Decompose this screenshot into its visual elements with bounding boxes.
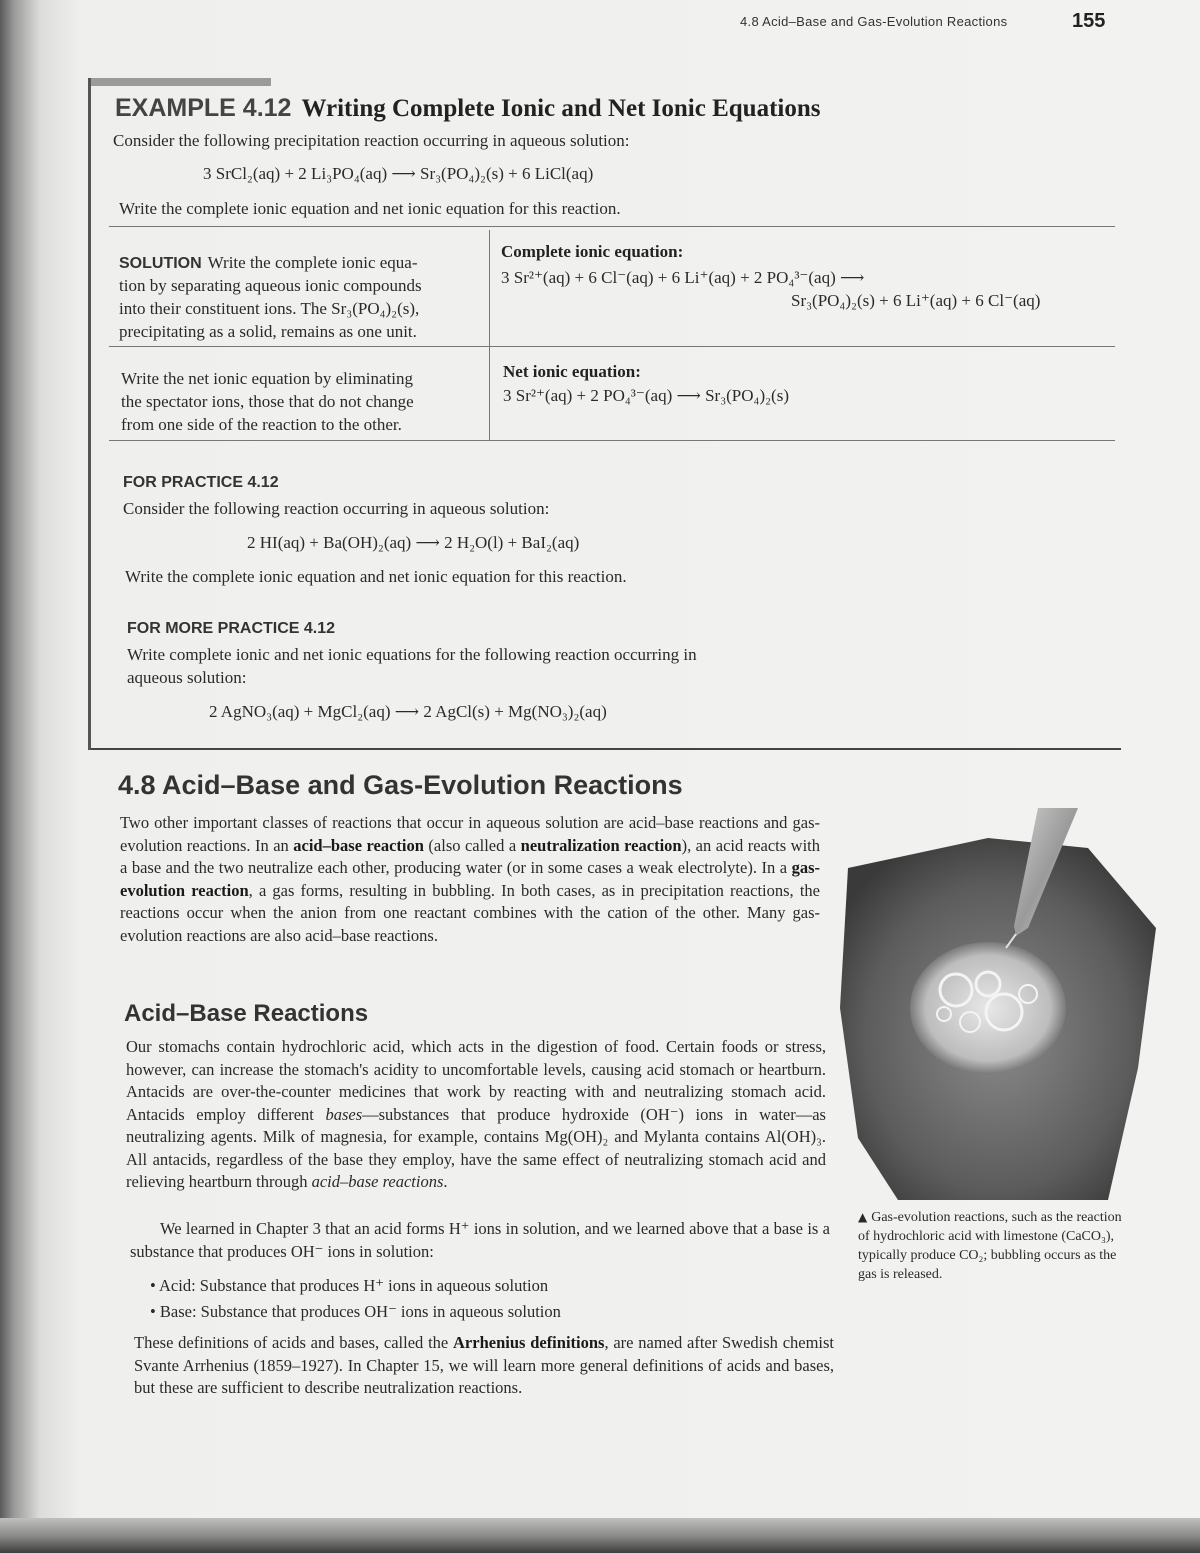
term-acid-base-reaction: acid–base reaction: [293, 835, 424, 855]
example-reaction: 3 SrCl₂(aq) + 2 Li₃PO₄(aq) ⟶ Sr₃(PO₄)₂(s) + 6 LiCl(aq): [203, 164, 594, 183]
net-ionic-heading: Net ionic equation:: [503, 362, 641, 381]
example-bottom-rule: [91, 748, 1121, 750]
p4-text-a: These definitions of acids and bases, called the: [134, 1333, 453, 1352]
section-title: 4.8 Acid–Base and Gas-Evolution Reactions: [118, 770, 683, 800]
triangle-icon: ▲: [858, 1210, 868, 1224]
example-title: [115, 94, 820, 123]
figure-caption: [858, 1208, 1128, 1284]
p4-text-c: , are named after Swedish chemist Svante Arrhenius (1859–1927). In Chapter 15, we will learn more general definitions of acids and bases, but these are sufficient to describe neutralization reactions.: [134, 1333, 835, 1397]
solution-line-2: tion by separating aqueous ionic compounds: [119, 276, 422, 295]
practice-label: FOR PRACTICE 4.12: [123, 474, 279, 491]
p2-text-c: .: [443, 1172, 448, 1191]
complete-ionic-eq-line-1: 3 Sr²⁺(aq) + 6 Cl⁻(aq) + 6 Li⁺(aq) + 2 PO₄³⁻(aq) ⟶: [501, 268, 865, 287]
p2-text-b: —substances that produce hydroxide (OH⁻) ions in water—as neutralizing agents. Milk of magnesia, for example, contains Mg(OH)₂ and Mylanta contains Al(OH)₃. All antacids, regardless of the base they employ, have the same effect of neutralizing stomach acid and relieving heartburn through: [126, 1104, 826, 1191]
example-intro: Consider the following precipitation reaction occurring in aqueous solution:: [113, 131, 630, 150]
p1-text-c: (also called a: [423, 835, 521, 855]
practice-task: Write the complete ionic equation and net ionic equation for this reaction.: [125, 567, 627, 586]
term-neutralization-reaction: neutralization reaction: [520, 835, 682, 855]
arrhenius-paragraph: [134, 1332, 834, 1400]
solution-line-3: into their constituent ions. The Sr₃(PO₄)₂(s),: [119, 299, 420, 318]
net-ionic-eq: 3 Sr²⁺(aq) + 2 PO₄³⁻(aq) ⟶ Sr₃(PO₄)₂(s): [503, 386, 789, 405]
antacid-paragraph: [126, 1036, 826, 1194]
practice-intro: Consider the following reaction occurring in aqueous solution:: [123, 499, 550, 518]
more-practice-eq: 2 AgNO₃(aq) + MgCl₂(aq) ⟶ 2 AgCl(s) + Mg(NO₃)₂(aq): [209, 702, 607, 721]
example-box: [88, 78, 1121, 750]
complete-ionic-heading: Complete ionic equation:: [501, 242, 684, 261]
foam: [910, 942, 1066, 1074]
running-head: 4.8 Acid–Base and Gas-Evolution Reactions: [740, 14, 1008, 29]
more-practice-text-2: aqueous solution:: [127, 668, 247, 687]
practice-eq: 2 HI(aq) + Ba(OH)₂(aq) ⟶ 2 H₂O(l) + BaI₂(aq): [247, 533, 580, 552]
net-text-3: from one side of the reaction to the other.: [121, 415, 402, 434]
scan-bottom-shadow: [0, 1518, 1200, 1553]
solution-label: SOLUTION: [119, 255, 202, 272]
term-acid-base-reactions: acid–base reactions: [311, 1172, 444, 1191]
chapter3-paragraph: We learned in Chapter 3 that an acid forms H⁺ ions in solution, and we learned above that a base is a substance that produces OH⁻ ions in solution:: [130, 1219, 830, 1261]
bullet-acid: • Acid: Substance that produces H⁺ ions in aqueous solution: [150, 1276, 549, 1295]
p2-text-a: Our stomachs contain hydrochloric acid, which acts in the digestion of food. Certain foods or stress, however, can increase the stomach's acidity to uncomfortable levels, causing acid stomach or heartburn. Antacids are over-the-counter medicines that work by reacting with and neutralizing stomach acid. Antacids employ different: [126, 1037, 826, 1124]
more-practice-text-1: Write complete ionic and net ionic equations for the following reaction occurring in: [127, 645, 697, 664]
p1-text-d: ), an acid reacts with a base and the two neutralize each other, producing water (or in some cases a weak electrolyte). In a: [120, 835, 820, 877]
divider: [109, 346, 1115, 347]
page-number: 155: [1072, 10, 1106, 32]
term-bases: bases: [325, 1104, 363, 1124]
net-text-1: Write the net ionic equation by eliminating: [121, 369, 414, 388]
p1-text-a: Two other important classes of reactions that occur in aqueous solution are acid–base reactions and gas-evolution reactions. In an: [120, 813, 820, 855]
section-intro-paragraph: [120, 812, 820, 947]
figure-caption-text: Gas-evolution reactions, such as the reaction of hydrochloric acid with limestone (CaCO₃), typically produce CO₂; bubbling occurs as the gas is released.: [858, 1210, 1122, 1282]
divider: [109, 440, 1115, 441]
solution-text-1: Write the complete ionic equa-: [207, 253, 418, 272]
term-arrhenius-definitions: Arrhenius definitions: [453, 1333, 605, 1352]
divider: [109, 226, 1115, 227]
net-text-2: the spectator ions, those that do not change: [121, 392, 414, 411]
solution-line-4: precipitating as a solid, remains as one unit.: [119, 322, 417, 341]
subsection-title: Acid–Base Reactions: [124, 1000, 369, 1027]
solution-line-1: [119, 252, 418, 275]
example-top-strip: [91, 78, 271, 86]
limestone-acid-photo: [838, 808, 1160, 1200]
example-label: EXAMPLE 4.12: [115, 94, 292, 122]
example-title-text: Writing Complete Ionic and Net Ionic Equations: [301, 95, 821, 122]
column-divider: [489, 230, 490, 440]
complete-ionic-eq-line-2: Sr₃(PO₄)₂(s) + 6 Li⁺(aq) + 6 Cl⁻(aq): [791, 291, 1041, 310]
bullet-base: • Base: Substance that produces OH⁻ ions in aqueous solution: [150, 1302, 561, 1321]
term-gas-evolution-reaction: gas-evolution reaction: [120, 858, 820, 900]
example-task: Write the complete ionic equation and net ionic equation for this reaction.: [119, 199, 621, 218]
p1-text-e: , a gas forms, resulting in bubbling. In both cases, as in precipitation reactions, the reactions occur when the anion from one reactant combines with the cation of the other. Many gas-evolution reactions are also acid–base reactions.: [120, 880, 820, 945]
more-practice-label: FOR MORE PRACTICE 4.12: [127, 620, 336, 637]
